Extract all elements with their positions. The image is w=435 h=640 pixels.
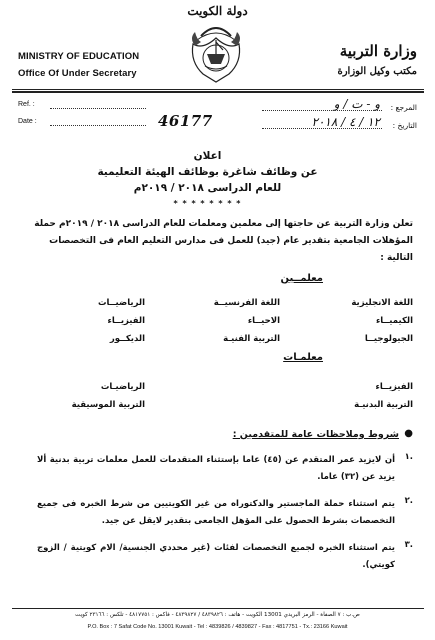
date-label: Date : <box>18 118 37 125</box>
subject-item: اللغة الانجليزية <box>351 298 413 308</box>
document-number: 46177 <box>158 112 213 130</box>
ref-line <box>50 108 146 109</box>
ref-line-ar <box>262 110 382 111</box>
condition-text: أن لايزيد عمر المتقدم عن (٤٥) عاما بإستثناء المتقدمات للعمل معلمات تربية بدنية ألا يزيد عن (٣٢) عاما. <box>37 455 395 482</box>
ref-label: Ref. : <box>18 101 35 108</box>
subject-item: الديكــور <box>109 334 145 344</box>
ministry-name-en: MINISTRY OF EDUCATION <box>18 51 140 62</box>
state-emblem-icon <box>187 22 245 84</box>
announcement-subtitle: عن وظائف شاغرة بوظائف الهيئة التعليمية <box>97 166 318 178</box>
intro-paragraph: تعلن وزارة التربية عن حاجتها إلى معلمين ومعلمات للعام الدراسى ٢٠١٨ / ٢٠١٩م حملة المؤهلات الجامعية بتقدير عام (جيد) للعمل فى مدارس التعليم العام فى التخصصات التالية : <box>34 219 413 263</box>
subject-item: الكيميــاء <box>375 316 413 326</box>
subject-item: التربية الموسيقية <box>71 400 145 410</box>
footer-address-ar: ص.ب : ٧ الصفاة - الرمز البريدي 13001 الكويت - هاتف : ٤٨٣٩٨٢٦ / ٤٨٣٩٨٢٧ - فاكس : ٤٨١٧٧٥١ - تلكس : ٢٣١٦٦ كويت <box>75 612 360 618</box>
subject-item: الفيزيــاء <box>107 316 145 326</box>
subject-item: الجيولوجيــا <box>364 334 413 344</box>
subject-item: الفيزيــاء <box>375 382 413 392</box>
ref-value: و - ت / و <box>333 97 380 111</box>
bullet-icon: ● <box>404 428 413 439</box>
subject-item: الاحيــاء <box>247 316 280 326</box>
footer-divider <box>12 608 424 609</box>
date-value: ١٢ / ٤ / ٢٠١٨ <box>311 115 380 129</box>
stars-divider: * * * * * * * * <box>173 199 242 208</box>
male-teachers-heading: معلمــين <box>280 273 323 284</box>
condition-number: ٣. <box>404 540 413 550</box>
ministry-name-ar: وزارة التربية <box>339 42 417 60</box>
condition-text: يتم استثناء حملة الماجستير والدكتوراه من غير الكويتيين من شرط الخبره فى جميع التخصصات بشرط الحصول على المؤهل الجامعى بتقدير لايقل عن جيد. <box>37 499 395 526</box>
country-name: دولة الكويت <box>187 4 248 18</box>
header-divider-thick <box>12 91 424 93</box>
condition-number: ١. <box>404 452 413 462</box>
date-label-ar: التاريخ : <box>392 121 417 130</box>
condition-text: يتم استثناء الخبره لجميع التخصصات لفئات (غير محددي الجنسية/ الام كويتية / الزوج كويتي). <box>37 543 395 570</box>
subject-item: التربية البدنيـة <box>354 400 413 410</box>
date-line-ar <box>262 128 382 129</box>
office-name-ar: مكتب وكيل الوزارة <box>337 66 417 77</box>
subject-item: الرياضيـات <box>100 382 145 392</box>
female-teachers-heading: معلمـات <box>283 352 323 363</box>
office-name-en: Office Of Under Secretary <box>18 68 137 79</box>
date-line <box>50 125 146 126</box>
announcement-title: اعلان <box>193 150 222 162</box>
header-divider <box>12 89 424 90</box>
conditions-heading: شروط وملاحظات عامة للمتقدمين : <box>232 429 399 440</box>
academic-year: للعام الدراسى ٢٠١٨ / ٢٠١٩م <box>133 182 282 194</box>
subject-item: الرياضيــات <box>97 298 145 308</box>
subject-item: اللغة الفرنسيــة <box>213 298 280 308</box>
condition-number: ٢. <box>404 496 413 506</box>
footer-address-en: P.O. Box : 7 Safat Code No. 13001 Kuwait - Tel : 4839826 / 4839827 - Fax : 4817751 - Tx.: 23166 Kuwait <box>87 624 348 630</box>
subject-item: التربية الفنيـة <box>223 334 280 344</box>
ref-label-ar: المرجع : <box>390 103 417 112</box>
